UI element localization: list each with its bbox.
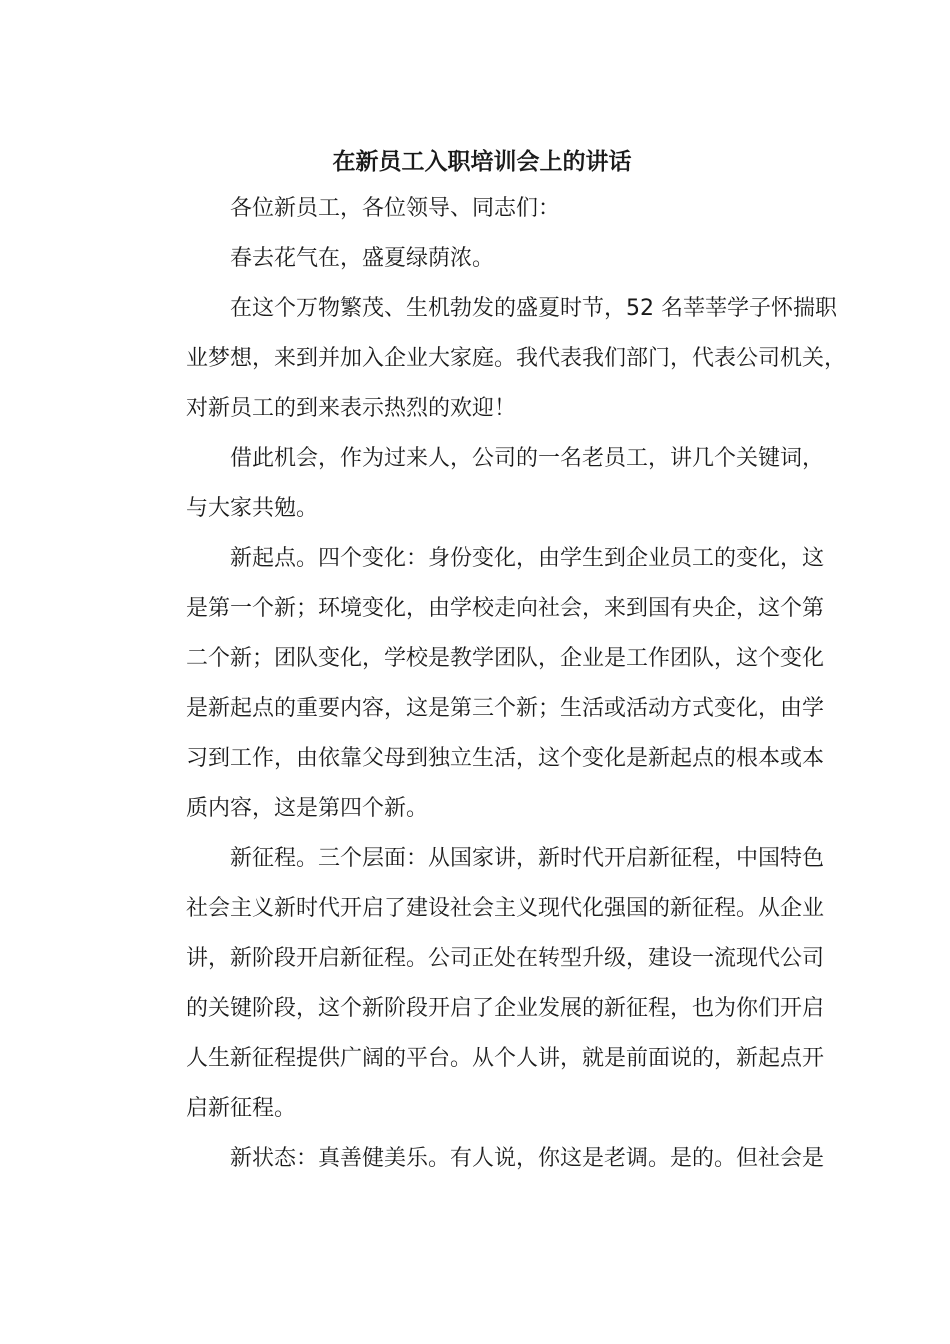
text-line: 在这个万物繁茂、生机勃发的盛夏时节，52 名莘莘学子怀揣职 bbox=[230, 296, 837, 321]
text-line: 借此机会，作为过来人，公司的一名老员工，讲几个关键词， bbox=[230, 446, 825, 471]
text-line: 讲，新阶段开启新征程。公司正处在转型升级，建设一流现代公司 bbox=[186, 946, 825, 971]
document-title: 在新员工入职培训会上的讲话 bbox=[332, 149, 632, 175]
text-line: 春去花气在，盛夏绿荫浓。 bbox=[230, 246, 495, 271]
document-body bbox=[142, 140, 847, 1184]
paragraph-new-starting-point bbox=[142, 534, 825, 834]
text-line: 与大家共勉。 bbox=[186, 496, 319, 521]
text-line: 习到工作，由依靠父母到独立生活，这个变化是新起点的根本或本 bbox=[186, 746, 825, 771]
paragraph-opening bbox=[142, 234, 822, 284]
text-line: 对新员工的到来表示热烈的欢迎！ bbox=[186, 396, 517, 421]
text-line: 业梦想，来到并加入企业大家庭。我代表我们部门，代表公司机关， bbox=[186, 346, 847, 371]
paragraph-welcome bbox=[142, 284, 847, 434]
text-line: 新状态：真善健美乐。有人说，你这是老调。是的。但社会是 bbox=[230, 1146, 825, 1171]
text-line: 人生新征程提供广阔的平台。从个人讲，就是前面说的，新起点开 bbox=[186, 1046, 825, 1071]
text-line: 社会主义新时代开启了建设社会主义现代化强国的新征程。从企业 bbox=[186, 896, 825, 921]
paragraph-new-state bbox=[142, 1134, 825, 1184]
text-line: 二个新；团队变化，学校是教学团队，企业是工作团队，这个变化 bbox=[186, 646, 825, 671]
text-line: 质内容，这是第四个新。 bbox=[186, 796, 429, 821]
paragraph-new-journey bbox=[142, 834, 825, 1134]
text-line: 各位新员工，各位领导、同志们： bbox=[230, 196, 561, 221]
text-line: 新起点。四个变化：身份变化，由学生到企业员工的变化，这 bbox=[230, 546, 825, 571]
text-line: 的关键阶段，这个新阶段开启了企业发展的新征程，也为你们开启 bbox=[186, 996, 825, 1021]
text-line: 是第一个新；环境变化，由学校走向社会，来到国有央企，这个第 bbox=[186, 596, 825, 621]
text-line: 是新起点的重要内容，这是第三个新；生活或活动方式变化，由学 bbox=[186, 696, 825, 721]
text-line: 新征程。三个层面：从国家讲，新时代开启新征程，中国特色 bbox=[230, 846, 825, 871]
paragraph-keywords-intro bbox=[142, 434, 825, 534]
paragraph-salutation bbox=[142, 184, 822, 234]
text-line: 启新征程。 bbox=[186, 1096, 297, 1121]
